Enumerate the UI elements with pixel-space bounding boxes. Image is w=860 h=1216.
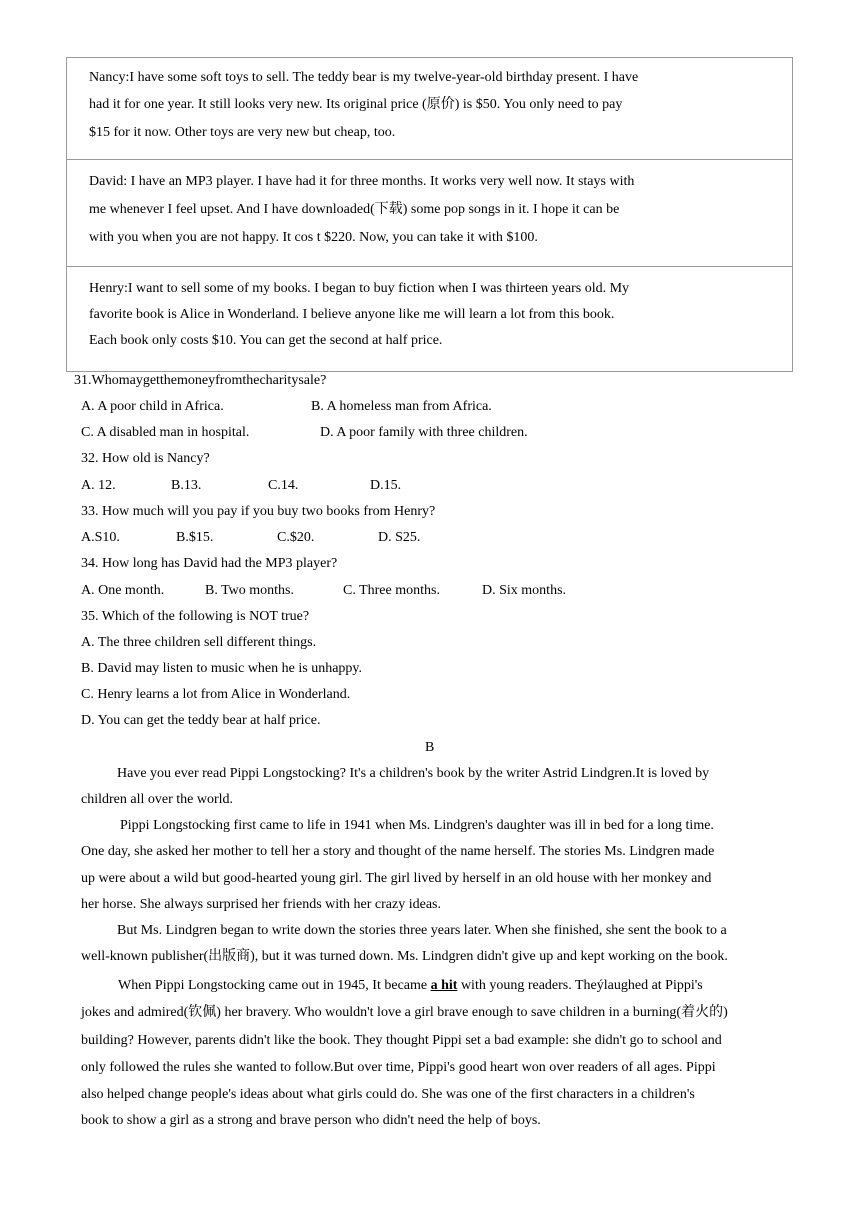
question-32-option-a: A. 12. bbox=[81, 478, 116, 493]
henry-line-3: Each book only costs $10. You can get the second at half price. bbox=[89, 333, 443, 348]
table-row-david bbox=[66, 159, 793, 267]
question-32-option-c: C.14. bbox=[268, 478, 299, 493]
p4-line-2: jokes and admired(钦佩) her bravery. Who wouldn't love a girl brave enough to save children in a burning(着火的) bbox=[81, 1005, 728, 1020]
table-row-nancy bbox=[66, 57, 793, 160]
question-35-stem: 35. Which of the following is NOT true? bbox=[81, 609, 310, 624]
question-33-stem: 33. How much will you pay if you buy two books from Henry? bbox=[81, 504, 436, 519]
question-34-option-d: D. Six months. bbox=[482, 583, 567, 598]
question-35-option-a: A. The three children sell different things. bbox=[81, 635, 317, 650]
david-line-2: me whenever I feel upset. And I have downloaded(下载) some pop songs in it. I hope it can be bbox=[89, 202, 620, 217]
p2-line-4: her horse. She always surprised her friends with her crazy ideas. bbox=[81, 897, 441, 912]
nancy-line-3: $15 for it now. Other toys are very new but cheap, too. bbox=[89, 125, 396, 140]
question-33-option-a: A.S10. bbox=[81, 530, 120, 545]
question-34-option-a: A. One month. bbox=[81, 583, 165, 598]
p4-line-6: book to show a girl as a strong and brave person who didn't need the help of boys. bbox=[81, 1113, 541, 1128]
question-34-option-b: B. Two months. bbox=[205, 583, 294, 598]
p4-line-5: also helped change people's ideas about what girls could do. She was one of the first characters in a children's bbox=[81, 1087, 695, 1102]
question-31-option-d: D. A poor family with three children. bbox=[320, 425, 528, 440]
nancy-line-2: had it for one year. It still looks very new. Its original price (原价) is $50. You only need to pay bbox=[89, 97, 623, 112]
question-35-option-c: C. Henry learns a lot from Alice in Wonderland. bbox=[81, 687, 351, 702]
p3-line-1: But Ms. Lindgren began to write down the stories three years later. When she finished, she sent the book to a bbox=[117, 923, 727, 938]
david-line-3: with you when you are not happy. It cos t $220. Now, you can take it with $100. bbox=[89, 230, 538, 245]
p4-line-3: building? However, parents didn't like the book. They thought Pippi set a bad example: she didn't go to school and bbox=[81, 1033, 722, 1048]
question-32-option-d: D.15. bbox=[370, 478, 402, 493]
question-31-option-a: A. A poor child in Africa. bbox=[81, 399, 224, 414]
question-34-option-c: C. Three months. bbox=[343, 583, 440, 598]
section-b-heading: B bbox=[425, 740, 435, 755]
table-row-henry bbox=[66, 266, 793, 371]
p2-line-1: Pippi Longstocking first came to life in 1941 when Ms. Lindgren's daughter was ill in bed for a long time. bbox=[120, 818, 714, 833]
question-31-stem: 31.Whomaygetthemoneyfromthecharitysale? bbox=[74, 373, 327, 388]
p4-line-1: When Pippi Longstocking came out in 1945, It became a hit with young readers. Theýlaughed at Pippi's bbox=[118, 978, 703, 993]
question-34-stem: 34. How long has David had the MP3 player? bbox=[81, 556, 338, 571]
question-33-option-d: D. S25. bbox=[378, 530, 421, 545]
question-32-stem: 32. How old is Nancy? bbox=[81, 451, 210, 466]
question-33-option-c: C.$20. bbox=[277, 530, 315, 545]
nancy-line-1: Nancy:I have some soft toys to sell. The teddy bear is my twelve-year-old birthday present. I have bbox=[89, 70, 639, 85]
p4-line-4: only followed the rules she wanted to follow.But over time, Pippi's good heart won over readers of all ages. Pippi bbox=[81, 1060, 716, 1075]
henry-line-1: Henry:I want to sell some of my books. I began to buy fiction when I was thirteen years old. My bbox=[89, 281, 630, 296]
p3-line-2: well-known publisher(出版商), but it was turned down. Ms. Lindgren didn't give up and kept working on the book. bbox=[81, 949, 728, 964]
question-35-option-b: B. David may listen to music when he is unhappy. bbox=[81, 661, 362, 676]
david-line-1: David: I have an MP3 player. I have had it for three months. It works very well now. It stays with bbox=[89, 174, 635, 189]
a-hit-underlined: a hit bbox=[430, 978, 458, 993]
p1-line-1: Have you ever read Pippi Longstocking? It's a children's book by the writer Astrid Lindgren.It is loved by bbox=[117, 766, 710, 781]
question-31-option-b: B. A homeless man from Africa. bbox=[311, 399, 492, 414]
p1-line-2: children all over the world. bbox=[81, 792, 234, 807]
question-35-option-d: D. You can get the teddy bear at half price. bbox=[81, 713, 321, 728]
question-32-option-b: B.13. bbox=[171, 478, 202, 493]
p2-line-3: up were about a wild but good-hearted young girl. The girl lived by herself in an old house with her monkey and bbox=[81, 871, 712, 886]
p2-line-2: One day, she asked her mother to tell her a story and thought of the name herself. The stories Ms. Lindgren made bbox=[81, 844, 715, 859]
henry-line-2: favorite book is Alice in Wonderland. I believe anyone like me will learn a lot from this book. bbox=[89, 307, 615, 322]
question-31-option-c: C. A disabled man in hospital. bbox=[81, 425, 250, 440]
question-33-option-b: B.$15. bbox=[176, 530, 214, 545]
